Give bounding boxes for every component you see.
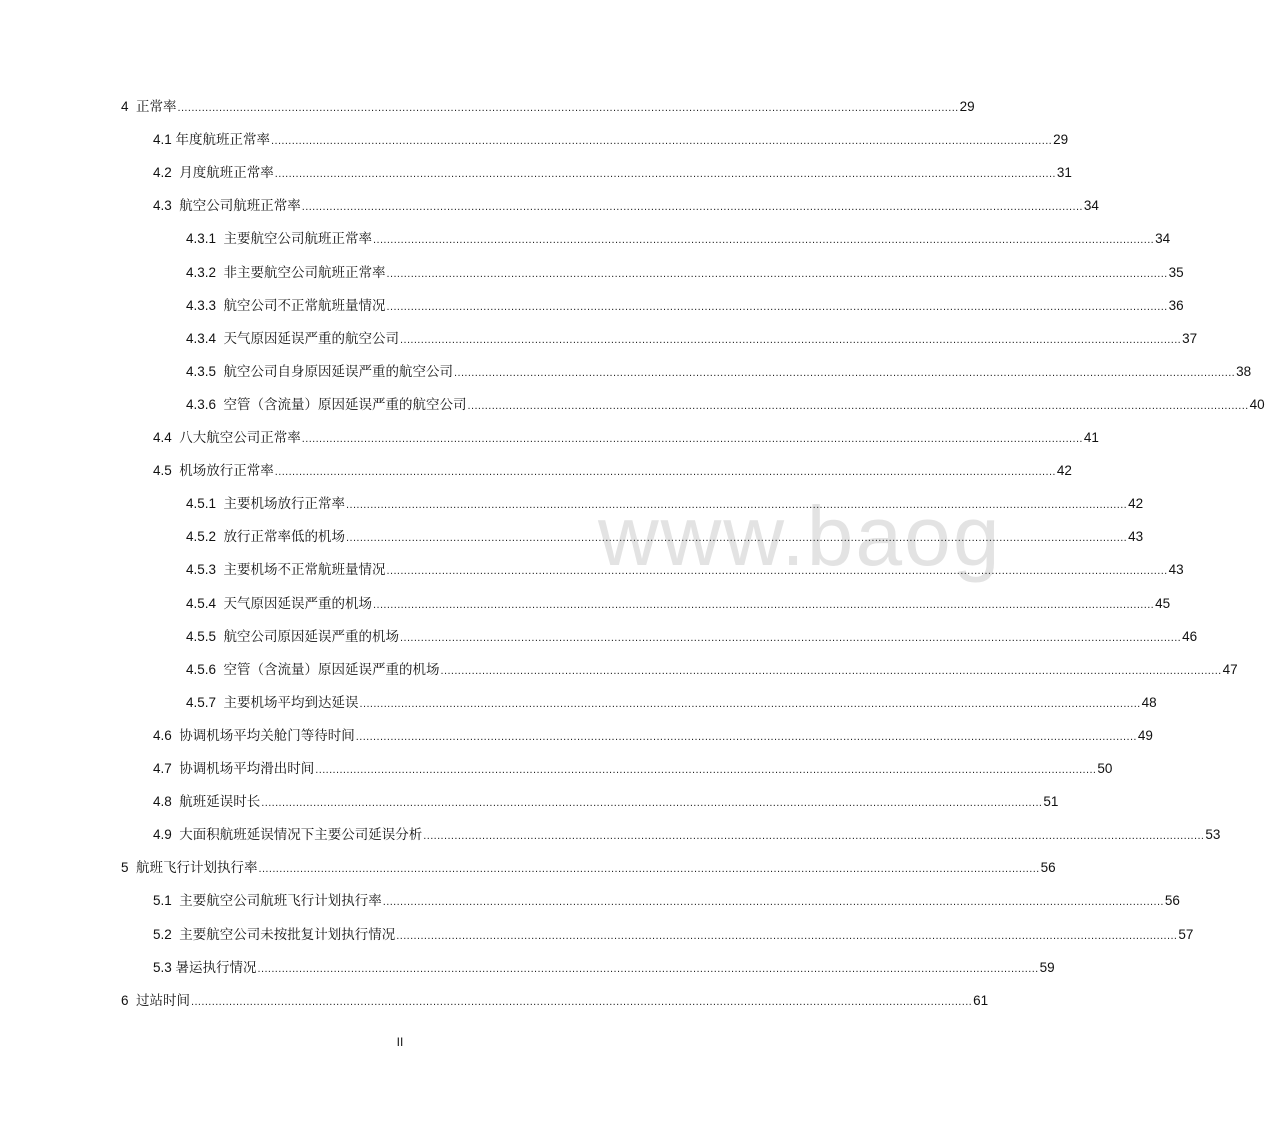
page-number: II [396,1035,404,1049]
toc-entry-title: 航空公司不正常航班量情况 [223,298,386,314]
toc-entry[interactable] [153,925,1194,945]
toc-entry[interactable] [186,263,1184,283]
toc-entry-page: 36 [1168,298,1184,313]
toc-entry-number: 4.2 [153,165,180,180]
toc-entry-title: 空管（含流量）原因延误严重的机场 [223,662,440,678]
toc-entry[interactable] [153,759,1113,779]
toc-dot-leader [258,959,1039,979]
toc-dot-leader [275,164,1056,184]
toc-dot-leader [302,429,1083,449]
toc-entry-page: 49 [1137,728,1153,743]
toc-entry[interactable] [153,958,1055,978]
toc-entry-number: 4.3.1 [186,231,224,246]
toc-dot-leader [400,330,1181,350]
toc-entry-number: 4.1 [153,132,176,147]
toc-dot-leader [423,826,1204,846]
toc-entry-number: 4.5.6 [186,662,224,677]
toc-entry[interactable] [186,527,1144,547]
toc-entry-page: 43 [1128,529,1144,544]
toc-dot-leader [396,926,1177,946]
toc-entry-title: 非主要航空公司航班正常率 [223,265,386,281]
toc-dot-leader [468,396,1249,416]
toc-entry-title: 正常率 [136,99,177,115]
toc-entry-number: 4.5.4 [186,596,224,611]
toc-entry[interactable] [186,560,1184,580]
toc-entry-page: 57 [1178,927,1194,942]
toc-entry-page: 50 [1097,761,1113,776]
toc-entry-page: 41 [1083,430,1099,445]
toc-entry-title: 主要航空公司未按批复计划执行情况 [179,927,396,943]
toc-entry-number: 4.9 [153,827,180,842]
toc-entry[interactable] [186,296,1184,316]
toc-entry-page: 31 [1056,165,1072,180]
toc-dot-leader [315,760,1096,780]
toc-entry[interactable] [186,229,1171,249]
toc-entry-page: 37 [1182,331,1198,346]
toc-entry-number: 4.3.6 [186,397,224,412]
toc-entry-title: 航空公司航班正常率 [179,198,301,214]
toc-entry-page: 38 [1236,364,1252,379]
toc-dot-leader [259,859,1040,879]
toc-entry-number: 4 [121,99,137,114]
toc-dot-leader [387,297,1168,317]
toc-entry-title: 放行正常率低的机场 [223,529,346,545]
toc-entry[interactable] [186,693,1157,713]
toc-entry[interactable] [186,395,1265,415]
toc-entry[interactable] [186,594,1171,614]
toc-entry-page: 56 [1164,893,1180,908]
toc-entry-title: 天气原因延误严重的航空公司 [223,331,400,347]
watermark: www.baog [598,489,1002,583]
toc-entry-title: 空管（含流量）原因延误严重的航空公司 [223,397,467,413]
toc-dot-leader [271,131,1052,151]
toc-dot-leader [454,363,1235,383]
toc-entry[interactable] [153,428,1099,448]
toc-entry[interactable] [153,461,1072,481]
toc-entry-page: 46 [1182,629,1198,644]
toc-entry[interactable] [153,196,1099,216]
toc-entry-number: 5.1 [153,893,180,908]
toc-entry-page: 51 [1043,794,1059,809]
toc-entry-page: 34 [1155,231,1171,246]
toc-entry-number: 4.5.2 [186,529,224,544]
toc-entry[interactable] [121,97,975,117]
toc-dot-leader [400,628,1181,648]
toc-dot-leader [346,528,1127,548]
toc-dot-leader [191,992,972,1012]
toc-entry-number: 4.3.5 [186,364,224,379]
toc-dot-leader [356,727,1137,747]
toc-entry-number: 4.7 [153,761,180,776]
toc-dot-leader [373,595,1154,615]
toc-entry-number: 5 [121,860,137,875]
toc-entry[interactable] [153,726,1153,746]
toc-entry-number: 4.5.1 [186,496,224,511]
toc-entry[interactable] [153,825,1221,845]
toc-dot-leader [178,98,959,118]
toc-entry-number: 4.6 [153,728,180,743]
toc-entry[interactable] [186,660,1238,680]
toc-dot-leader [261,793,1042,813]
toc-entry-title: 过站时间 [136,993,191,1009]
toc-dot-leader [346,495,1127,515]
toc-entry[interactable] [186,362,1252,382]
toc-dot-leader [383,892,1164,912]
toc-entry-title: 年度航班正常率 [175,132,271,148]
toc-entry-page: 48 [1141,695,1157,710]
toc-entry-page: 42 [1128,496,1144,511]
toc-dot-leader [387,264,1168,284]
toc-entry-number: 4.3 [153,198,180,213]
toc-entry-title: 航班延误时长 [179,794,261,810]
toc-entry[interactable] [186,494,1144,514]
toc-entry-page: 34 [1083,198,1099,213]
toc-entry-title: 航空公司原因延误严重的机场 [223,629,400,645]
toc-entry-title: 航班飞行计划执行率 [136,860,258,876]
toc-entry-number: 4.5.3 [186,562,224,577]
toc-entry-number: 4.5.7 [186,695,224,710]
toc-entry-page: 45 [1155,596,1171,611]
toc-entry[interactable] [153,891,1180,911]
toc-entry[interactable] [121,991,989,1011]
toc-entry-number: 5.3 [153,960,176,975]
toc-entry-page: 29 [1053,132,1069,147]
toc-entry-number: 4.3.2 [186,265,224,280]
toc-entry-page: 61 [973,993,989,1008]
toc-entry[interactable] [153,163,1072,183]
toc-entry-title: 航空公司自身原因延误严重的航空公司 [223,364,454,380]
toc-entry-title: 暑运执行情况 [175,960,257,976]
toc-dot-leader [302,197,1083,217]
toc-entry[interactable] [186,329,1198,349]
toc-entry[interactable] [121,858,1056,878]
toc-entry-number: 5.2 [153,927,180,942]
toc-entry-title: 主要航空公司航班飞行计划执行率 [179,893,382,909]
toc-entry-title: 主要航空公司航班正常率 [223,231,373,247]
toc-entry-title: 大面积航班延误情况下主要公司延误分析 [179,827,423,843]
toc-entry-page: 53 [1205,827,1221,842]
toc-entry-title: 主要机场平均到达延误 [223,695,359,711]
toc-entry-title: 主要机场不正常航班量情况 [223,562,386,578]
toc-dot-leader [373,230,1154,250]
toc-entry-title: 八大航空公司正常率 [179,430,301,446]
toc-entry-number: 4.3.4 [186,331,224,346]
toc-entry-number: 4.3.3 [186,298,224,313]
toc-entry-page: 43 [1168,562,1184,577]
toc-entry[interactable] [153,130,1069,150]
toc-entry-page: 40 [1249,397,1265,412]
toc-entry-page: 59 [1039,960,1055,975]
toc-entry-title: 月度航班正常率 [179,165,274,181]
toc-entry-number: 4.5 [153,463,180,478]
toc-entry-page: 47 [1222,662,1238,677]
toc-entry[interactable] [153,792,1059,812]
toc-entry-title: 协调机场平均滑出时间 [179,761,315,777]
toc-entry-page: 35 [1168,265,1184,280]
toc-dot-leader [360,694,1141,714]
toc-dot-leader [387,561,1168,581]
toc-entry[interactable] [186,627,1198,647]
toc-entry-page: 42 [1056,463,1072,478]
toc-entry-number: 4.4 [153,430,180,445]
toc-dot-leader [441,661,1222,681]
toc-entry-title: 协调机场平均关舱门等待时间 [179,728,355,744]
toc-entry-title: 主要机场放行正常率 [223,496,346,512]
toc-entry-title: 天气原因延误严重的机场 [223,596,373,612]
toc-entry-page: 56 [1040,860,1056,875]
toc-entry-number: 4.5.5 [186,629,224,644]
toc-entry-title: 机场放行正常率 [179,463,274,479]
toc-entry-page: 29 [959,99,975,114]
toc-dot-leader [275,462,1056,482]
toc-entry-number: 4.8 [153,794,180,809]
toc-entry-number: 6 [121,993,137,1008]
